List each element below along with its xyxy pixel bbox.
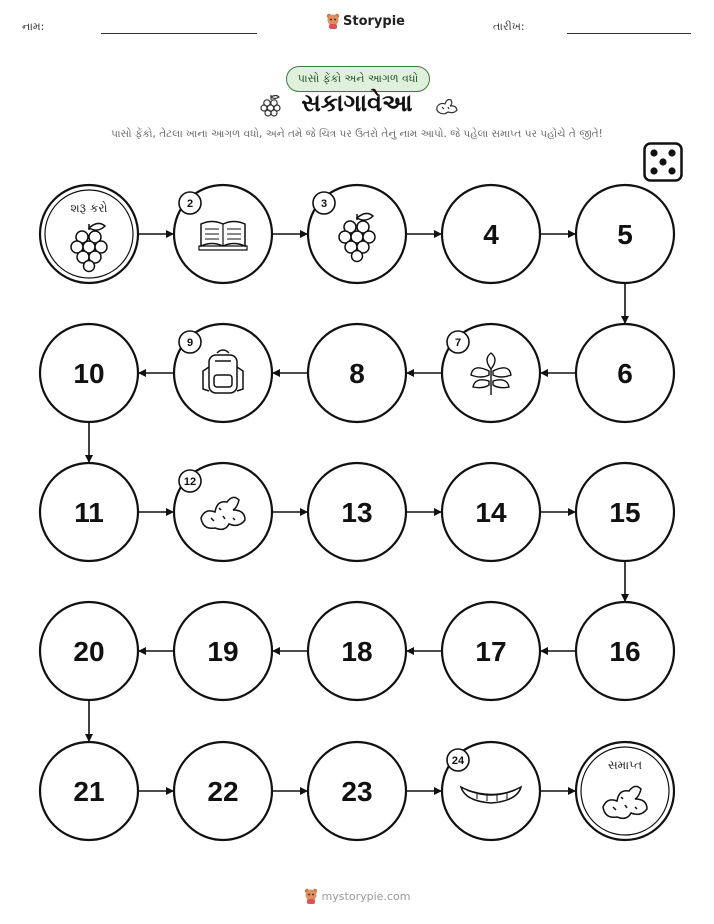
footer-mascot-icon xyxy=(304,888,318,904)
space-number: 17 xyxy=(475,636,507,667)
board-spaces xyxy=(40,185,674,840)
footer xyxy=(0,888,714,904)
space-number-badge: 24 xyxy=(451,755,465,767)
board-space-12 xyxy=(174,463,272,561)
space-number: 21 xyxy=(73,776,105,807)
board-space-23 xyxy=(308,742,406,840)
date-label: તારીખ: xyxy=(493,20,525,33)
open-book-icon xyxy=(199,222,247,251)
space-number: 20 xyxy=(73,636,105,667)
board-space-13 xyxy=(308,463,406,561)
finish-label: સમાપ્ત xyxy=(607,758,643,772)
start-space xyxy=(40,185,138,283)
space-number: 16 xyxy=(609,636,641,667)
footer-url: mystorypie.com xyxy=(321,889,411,903)
board-space-8 xyxy=(308,324,406,422)
board-space-22 xyxy=(174,742,272,840)
space-number-badge: 3 xyxy=(320,198,328,210)
space-number: 11 xyxy=(74,497,104,528)
space-number: 10 xyxy=(73,358,105,389)
board-space-18 xyxy=(308,602,406,700)
page-title: સકાગાવેઆ xyxy=(301,89,413,117)
board-space-17 xyxy=(442,602,540,700)
finish-space xyxy=(576,742,674,840)
board-space-10 xyxy=(40,324,138,422)
space-number: 8 xyxy=(349,358,365,389)
board-space-14 xyxy=(442,463,540,561)
board-space-20 xyxy=(40,602,138,700)
subtitle-text: પાસો ફેંકો અને આગળ વધો xyxy=(297,72,419,85)
space-number: 6 xyxy=(617,358,633,389)
space-number: 18 xyxy=(341,636,373,667)
space-number-badge: 7 xyxy=(454,337,462,349)
brand-name: Storypie xyxy=(343,13,405,29)
space-number: 19 xyxy=(207,636,239,667)
space-number-badge: 9 xyxy=(186,337,194,349)
board-space-15 xyxy=(576,463,674,561)
board-space-5 xyxy=(576,185,674,283)
board-space-4 xyxy=(442,185,540,283)
name-label: નામ: xyxy=(22,20,45,33)
space-number-badge: 12 xyxy=(183,476,197,488)
space-number: 13 xyxy=(341,497,373,528)
space-number: 15 xyxy=(609,497,641,528)
space-number: 4 xyxy=(483,219,499,250)
space-number: 14 xyxy=(475,497,507,528)
board-space-24 xyxy=(442,742,540,840)
board-space-11 xyxy=(40,463,138,561)
instructions-text: પાસો ફેંકો, તેટલા ખાના આગળ વધો, અને તમે જે ચિત્ર પર ઉતરો તેનું નામ આપો. જે પહેલા સમાપ્ત પર પહોંચે તે જીતે! xyxy=(111,128,603,140)
board-space-6 xyxy=(576,324,674,422)
board-space-3 xyxy=(308,185,406,283)
start-label: શરૂ કરો xyxy=(70,201,108,215)
space-number-badge: 2 xyxy=(186,198,194,210)
space-number: 23 xyxy=(341,776,373,807)
board-space-16 xyxy=(576,602,674,700)
space-number: 5 xyxy=(617,219,633,250)
board-space-9 xyxy=(174,324,272,422)
board-space-21 xyxy=(40,742,138,840)
board-space-19 xyxy=(174,602,272,700)
space-number: 22 xyxy=(207,776,239,807)
board-space-2 xyxy=(174,185,272,283)
board-space-7 xyxy=(442,324,540,422)
